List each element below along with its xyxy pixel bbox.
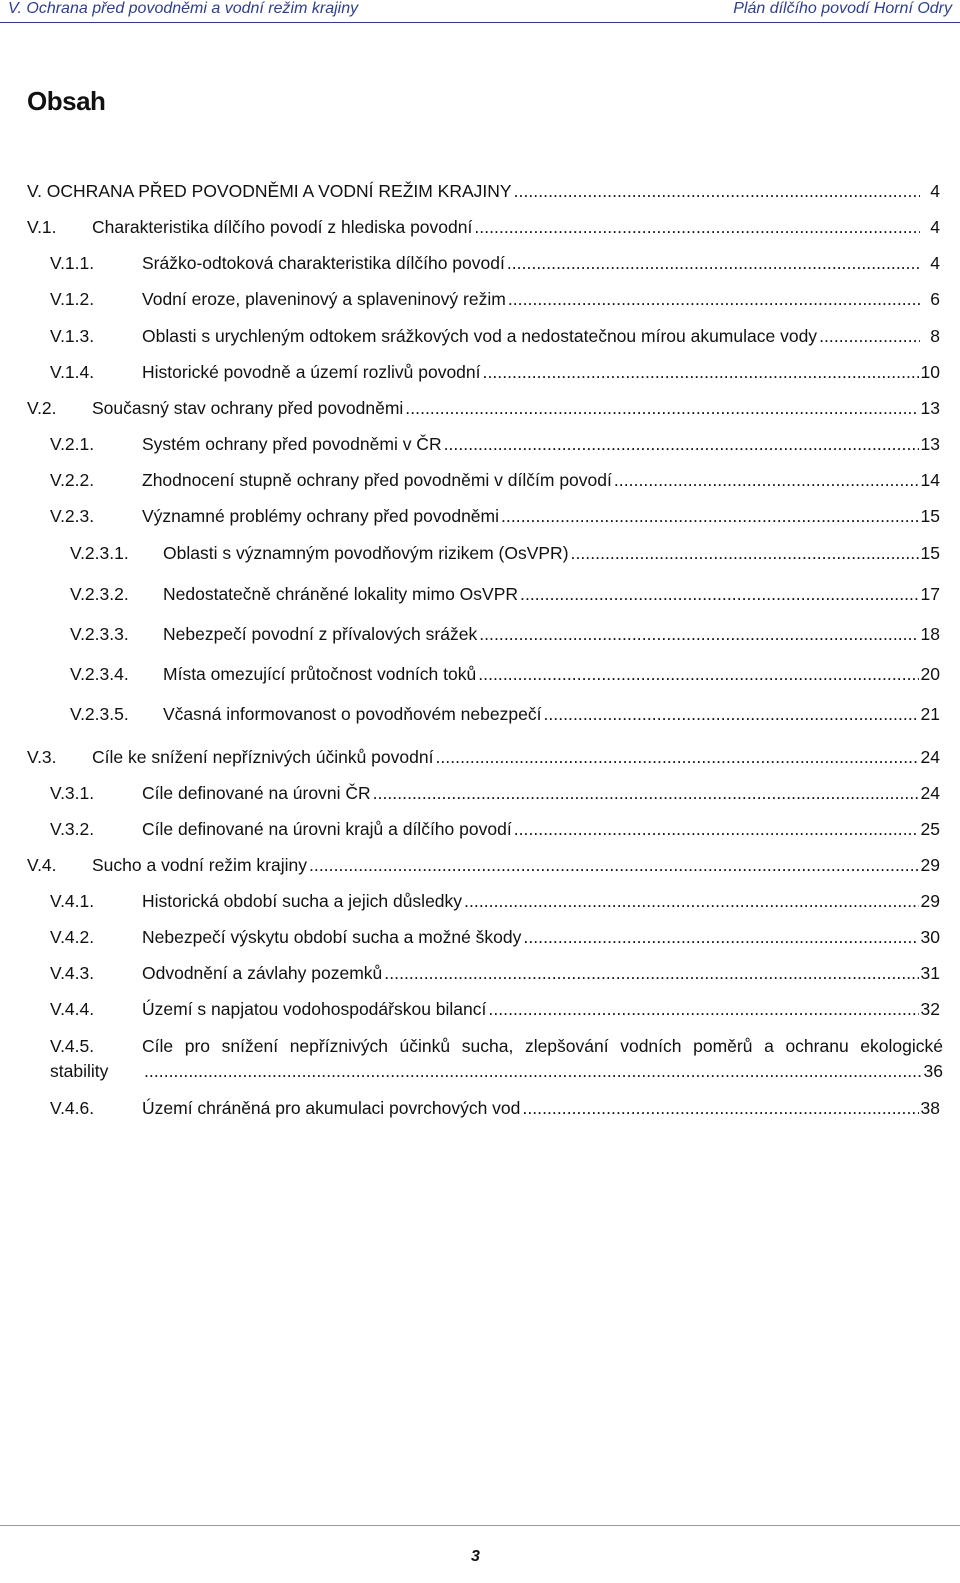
toc-entry-number: V.2.3.5. <box>70 704 129 724</box>
page-number: 3 <box>471 1548 480 1565</box>
toc-entry-page: 4 <box>930 181 940 201</box>
toc-entry-number: V.4.2. <box>50 927 95 947</box>
toc-entry-title: Nebezpečí výskytu období sucha a možné škody <box>142 927 522 947</box>
toc-leader-dots <box>614 470 919 491</box>
toc-entry-title: Nedostatečně chráněné lokality mimo OsVPR <box>163 584 519 604</box>
toc-entry-title: Vodní eroze, plaveninový a splaveninový režim <box>142 289 506 309</box>
toc-leader-dots <box>373 783 919 804</box>
header-left-title: V. Ochrana před povodněmi a vodní režim krajiny <box>8 0 359 17</box>
toc-entry[interactable] <box>50 434 940 460</box>
toc-entry[interactable] <box>50 1098 940 1124</box>
toc-leader-dots <box>501 506 919 527</box>
toc-leader-dots <box>474 217 920 238</box>
toc-entry-number: V.1.1. <box>50 253 95 273</box>
toc-leader-dots <box>483 362 919 383</box>
toc-entry-page: 4 <box>930 217 940 237</box>
toc-entry-number: V.2.3.4. <box>70 664 129 684</box>
toc-entry-number: V.4.5. <box>50 1036 95 1056</box>
toc-entry-number: V.1.2. <box>50 289 95 309</box>
toc-entry-number: V.2.3.1. <box>70 543 129 563</box>
toc-entry[interactable] <box>50 289 940 315</box>
toc-entry-title: Včasná informovanost o povodňovém nebezpečí <box>163 704 542 724</box>
toc-entry-page: 32 <box>920 999 940 1019</box>
toc-entry[interactable] <box>50 362 940 388</box>
toc-entry-page: 4 <box>930 253 940 273</box>
toc-leader-dots <box>508 289 920 310</box>
toc-leader-dots <box>514 181 920 202</box>
toc-leader-dots <box>488 999 918 1020</box>
toc-leader-dots <box>435 747 918 768</box>
toc-entry-number: V.3.2. <box>50 819 95 839</box>
toc-entry-number: V.1.4. <box>50 362 95 382</box>
toc-entry-title: Systém ochrany před povodněmi v ČR <box>142 434 442 454</box>
toc-entry-page: 20 <box>920 664 940 684</box>
toc-leader-dots <box>514 819 919 840</box>
toc-entry[interactable] <box>27 855 940 881</box>
toc-entry-number: V.2.1. <box>50 434 95 454</box>
toc-entry-page: 36 <box>923 1061 943 1081</box>
toc-entry[interactable] <box>50 253 940 279</box>
toc-entry-number: V.4.6. <box>50 1098 95 1118</box>
toc-leader-dots <box>478 664 918 685</box>
toc-leader-dots <box>479 624 918 645</box>
toc-entry-title: Cíle definované na úrovni ČR <box>142 783 371 803</box>
header-right-title: Plán dílčího povodí Horní Odry <box>733 0 952 17</box>
toc-entry-page: 18 <box>920 624 940 644</box>
toc-entry-number: V.2.3.3. <box>70 624 129 644</box>
toc-entry-number: V.1. <box>27 217 57 237</box>
toc-entry-number: V.1.3. <box>50 326 95 346</box>
page-title: Obsah <box>27 86 106 116</box>
toc-entry-page: 29 <box>920 891 940 911</box>
toc-entry-title: Cíle definované na úrovni krajů a dílčího povodí <box>142 819 512 839</box>
toc-entry[interactable] <box>70 584 940 610</box>
toc-entry[interactable] <box>27 398 940 424</box>
toc-entry-page: 21 <box>920 704 940 724</box>
toc-leader-dots <box>571 543 919 564</box>
toc-leader-dots <box>309 855 919 876</box>
toc-entry-title: Území chráněná pro akumulaci povrchových vod <box>142 1098 521 1118</box>
toc-entry-title-continued: stability <box>50 1061 109 1081</box>
toc-entry-number: V.3. <box>27 747 57 767</box>
toc-entry-number: V.4.4. <box>50 999 95 1019</box>
toc-leader-dots <box>405 398 918 419</box>
toc-entry[interactable] <box>70 704 940 730</box>
toc-entry[interactable] <box>70 624 940 650</box>
toc-entry-page: 14 <box>920 470 940 490</box>
toc-entry-title: Oblasti s urychleným odtokem srážkových vod a nedostatečnou mírou akumulace vody <box>142 326 818 346</box>
toc-leader-dots <box>144 1061 922 1082</box>
toc-entry-number: V.2.3. <box>50 506 95 526</box>
toc-entry-number: V.2. <box>27 398 57 418</box>
toc-entry[interactable] <box>50 963 940 989</box>
toc-entry-title: Zhodnocení stupně ochrany před povodněmi v dílčím povodí <box>142 470 612 490</box>
toc-entry-title: Území s napjatou vodohospodářskou bilancí <box>142 999 487 1019</box>
page-header <box>0 0 960 30</box>
toc-leader-dots <box>464 891 918 912</box>
toc-entry-title: Sucho a vodní režim krajiny <box>92 855 307 875</box>
toc-entry-title: V. OCHRANA PŘED POVODNĚMI A VODNÍ REŽIM KRAJINY <box>27 181 512 201</box>
toc-entry-page: 17 <box>920 584 940 604</box>
toc-entry-page: 13 <box>920 434 940 454</box>
toc-leader-dots <box>444 434 919 455</box>
toc-leader-dots <box>522 1098 918 1119</box>
toc-entry[interactable] <box>50 927 940 953</box>
toc-entry-number: V.2.3.2. <box>70 584 129 604</box>
toc-entry-page: 8 <box>930 326 940 346</box>
toc-entry[interactable] <box>50 819 940 845</box>
toc-entry[interactable] <box>50 506 940 532</box>
toc-entry-number: V.4. <box>27 855 57 875</box>
toc-entry-page: 38 <box>920 1098 940 1118</box>
toc-leader-dots <box>507 253 920 274</box>
toc-entry-title: Charakteristika dílčího povodí z hlediska povodní <box>92 217 473 237</box>
toc-entry-page: 24 <box>920 783 940 803</box>
toc-entry-page: 15 <box>920 506 940 526</box>
toc-leader-dots <box>819 326 920 347</box>
toc-leader-dots <box>384 963 918 984</box>
toc-entry[interactable] <box>27 747 940 773</box>
toc-entry[interactable] <box>70 664 940 690</box>
toc-entry[interactable] <box>27 217 940 243</box>
toc-entry-title: Místa omezující průtočnost vodních toků <box>163 664 477 684</box>
toc-entry[interactable] <box>50 1036 943 1082</box>
toc-entry-number: V.4.3. <box>50 963 95 983</box>
toc-entry-page: 30 <box>920 927 940 947</box>
toc-entry-number: V.3.1. <box>50 783 95 803</box>
toc-entry-number: V.4.1. <box>50 891 95 911</box>
toc-entry-title: Cíle pro snížení nepříznivých účinků sucha, zlepšování vodních poměrů a ochranu ekologické <box>142 1036 943 1056</box>
toc-entry[interactable] <box>50 783 940 809</box>
toc-entry-number: V.2.2. <box>50 470 95 490</box>
toc-leader-dots <box>520 584 919 605</box>
toc-entry-page: 10 <box>920 362 940 382</box>
toc-entry-title: Odvodnění a závlahy pozemků <box>142 963 383 983</box>
toc-entry[interactable] <box>50 999 940 1025</box>
toc-entry-page: 29 <box>920 855 940 875</box>
toc-entry-title: Oblasti s významným povodňovým rizikem (OsVPR) <box>163 543 569 563</box>
toc-entry-title: Srážko-odtoková charakteristika dílčího povodí <box>142 253 505 273</box>
toc-entry-title: Nebezpečí povodní z přívalových srážek <box>163 624 478 644</box>
toc-entry-page: 24 <box>920 747 940 767</box>
toc-entry[interactable] <box>50 891 940 917</box>
toc-entry[interactable] <box>70 543 940 569</box>
toc-entry[interactable] <box>27 181 940 207</box>
footer-rule <box>0 1525 960 1526</box>
toc-entry-page: 6 <box>930 289 940 309</box>
toc-leader-dots <box>523 927 918 948</box>
toc-entry-title: Významné problémy ochrany před povodněmi <box>142 506 499 526</box>
header-rule <box>0 22 960 23</box>
toc-entry-page: 15 <box>920 543 940 563</box>
toc-entry-page: 25 <box>920 819 940 839</box>
toc-entry[interactable] <box>50 470 940 496</box>
toc-entry-title: Současný stav ochrany před povodněmi <box>92 398 404 418</box>
toc-entry-title: Historická období sucha a jejich důsledky <box>142 891 463 911</box>
toc-entry-title: Historické povodně a území rozlivů povodní <box>142 362 481 382</box>
toc-entry[interactable] <box>50 326 940 352</box>
toc-leader-dots <box>543 704 918 725</box>
toc-entry-page: 13 <box>920 398 940 418</box>
toc-entry-page: 31 <box>920 963 940 983</box>
toc-entry-title: Cíle ke snížení nepříznivých účinků povodní <box>92 747 434 767</box>
